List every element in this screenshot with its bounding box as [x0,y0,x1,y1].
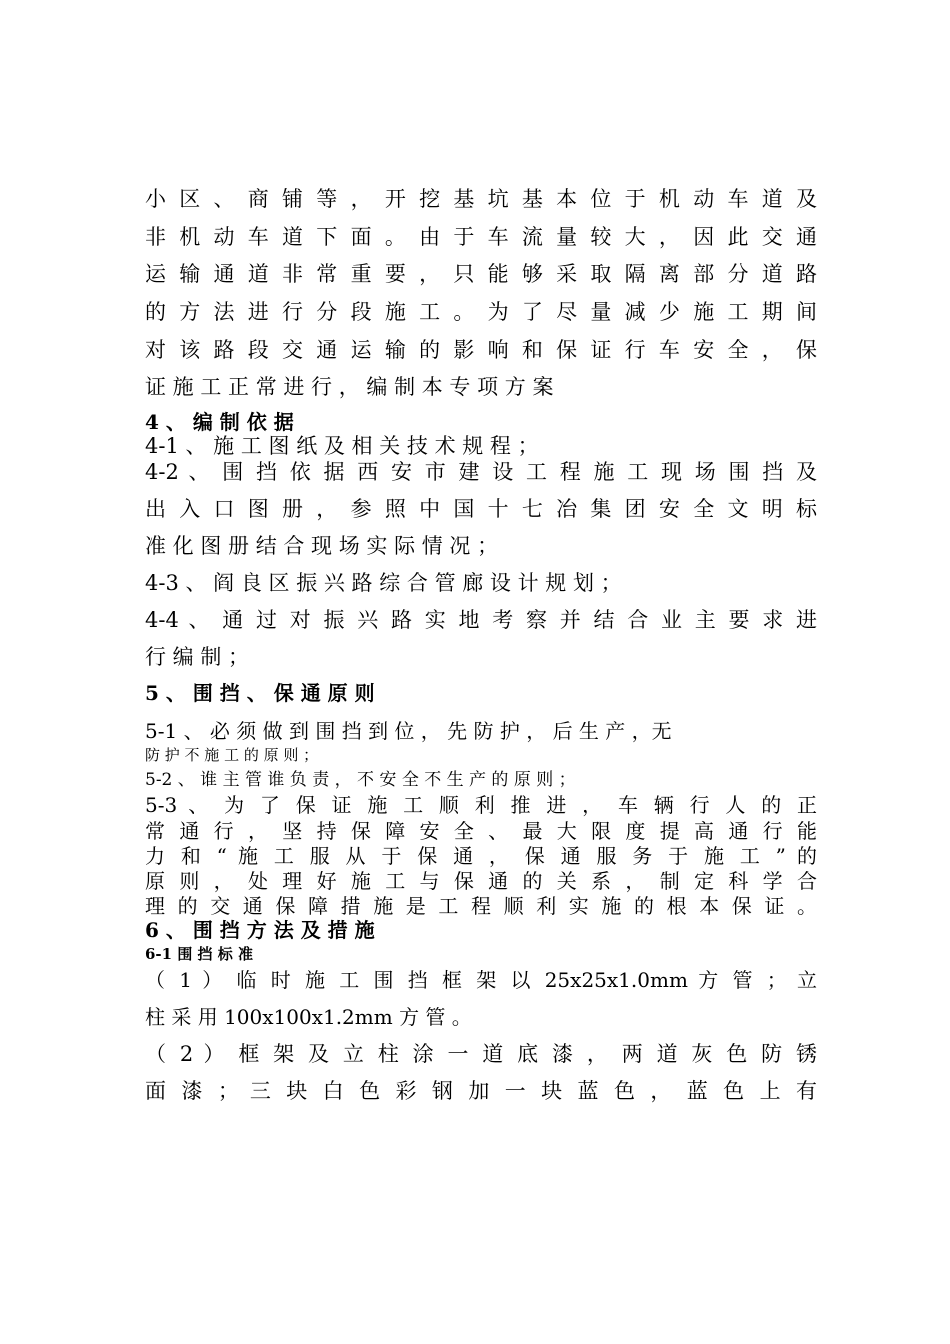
body-text-line: 原 则 ， 处 理 好 施 工 与 保 通 的 关 系 ， 制 定 科 学 合 [145,869,817,893]
list-item-5-1: 5-1 、 必 须 做 到 围 挡 到 位 ， 先 防 护 ， 后 生 产 ，无 [145,719,672,743]
list-item-5-2: 5-2 、 谁 主 管 谁 负 责 ， 不 安 全 不 生 产 的 原 则 ； [145,770,576,790]
body-text-line: 柱 采 用 100x100x1.2mm 方 管 。 [145,1005,472,1029]
body-text-line: 防 护 不 施 工 的 原 则 ； [145,746,319,764]
list-item-4-2: 4-2 、 围 挡 依 据 西 安 市 建 设 工 程 施 工 现 场 围 挡 及 [145,460,817,484]
body-text-line: 理 的 交 通 保 障 措 施 是 工 程 顺 利 实 施 的 根 本 保 证 。 [145,894,817,918]
list-item-4-3: 4-3 、 阎 良 区 振 兴 路 综 合 管 廊 设 计 规 划 ； [145,571,622,595]
body-text-line: 力 和 “ 施 工 服 从 于 保 通 ， 保 通 服 务 于 施 工 ” 的 [145,844,817,868]
body-text-line: 出 入 口 图 册 ， 参 照 中 国 十 七 冶 集 团 安 全 文 明 标 [145,497,817,521]
list-item-6-1-1: （ 1 ） 临 时 施 工 围 挡 框 架 以 25x25x1.0mm 方 管 ； 立 [145,968,817,992]
list-item-4-4: 4-4 、 通 过 对 振 兴 路 实 地 考 察 并 结 合 业 主 要 求 进 [145,608,817,632]
body-text-line: 非 机 动 车 道 下 面 。 由 于 车 流 量 较 大 ， 因 此 交 通 [145,225,817,249]
body-text-line: 运 输 通 道 非 常 重 要 ， 只 能 够 采 取 隔 离 部 分 道 路 [145,262,817,286]
list-item-4-1: 4-1 、 施 工 图 纸 及 相 关 技 术 规 程 ； [145,434,539,458]
list-item-6-1-2: （ 2 ） 框 架 及 立 柱 涂 一 道 底 漆 ， 两 道 灰 色 防 锈 [145,1042,817,1066]
body-text-line: 的 方 法 进 行 分 段 施 工 。 为 了 尽 量 减 少 施 工 期 间 [145,300,817,324]
section-heading-4: 4 、 编 制 依 据 [145,410,294,434]
body-text-line: 准 化 图 册 结 合 现 场 实 际 情 况 ； [145,534,499,558]
body-text-line: 常 通 行 ， 坚 持 保 障 安 全 、 最 大 限 度 提 高 通 行 能 [145,819,817,843]
section-heading-5: 5 、 围 挡 、 保 通 原 则 [145,681,375,705]
body-text-line: 面 漆 ； 三 块 白 色 彩 钢 加 一 块 蓝 色 ， 蓝 色 上 有 [145,1079,817,1103]
subsection-heading-6-1: 6-1 围 挡 标 准 [145,945,253,963]
body-text-line: 小 区 、 商 铺 等 ， 开 挖 基 坑 基 本 位 于 机 动 车 道 及 [145,187,817,211]
body-text-line: 行 编 制 ； [145,645,250,669]
section-heading-6: 6 、 围 挡 方 法 及 措 施 [145,918,375,942]
body-text-line: 对 该 路 段 交 通 运 输 的 影 响 和 保 证 行 车 安 全 ， 保 [145,338,817,362]
body-text-line: 证 施 工 正 常 进 行 ， 编 制 本 专 项 方 案 [145,375,554,399]
list-item-5-3: 5-3 、 为 了 保 证 施 工 顺 利 推 进 ， 车 辆 行 人 的 正 [145,793,817,817]
